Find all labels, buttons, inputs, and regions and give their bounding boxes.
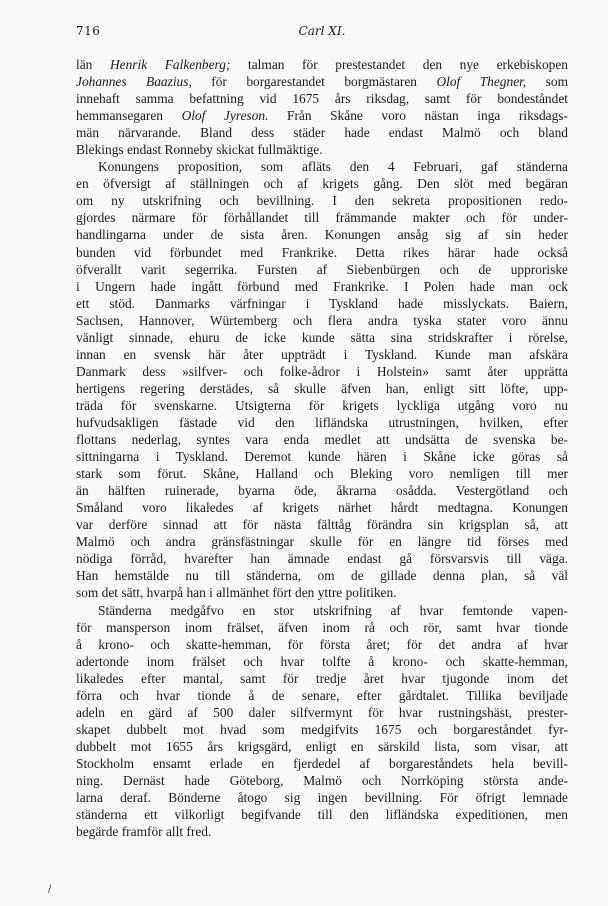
- text-run: Konungens proposition, som afläts den 4 Februari, gaf ständerna: [98, 159, 568, 175]
- text-line: [76, 448, 568, 465]
- text-run: adeln en gärd af 500 daler silfvermynt för hvar rustningshäst, prester-: [76, 704, 568, 720]
- text-line: [76, 363, 568, 380]
- text-run: Danmark dess »silfver- och folke-ådror i Holstein» samt åter upprätta: [76, 363, 568, 379]
- text-line: [76, 141, 568, 158]
- text-line: [76, 482, 568, 499]
- text-line: [76, 602, 568, 619]
- text-line: [76, 806, 568, 823]
- text-run: män närvarande. Bland dess städer hade endast Malmö och bland: [76, 125, 568, 141]
- text-line: [76, 533, 568, 550]
- text-run: förra och hvar tionde å de senare, efter gårdtalet. Tillika beviljade: [76, 687, 568, 703]
- text-run: larna deraf. Bönderne åtogo sig ingen bevillning. För öfrigt lemnade: [76, 790, 568, 806]
- text-line: [76, 465, 568, 482]
- paragraph: [76, 56, 568, 158]
- text-line: [76, 567, 568, 584]
- italic-name: Johannes Baazius,: [76, 74, 192, 90]
- italic-name: Olof Jyreson.: [181, 108, 269, 124]
- text-line: [76, 584, 568, 601]
- page-header: [76, 24, 568, 42]
- text-run: innan en svensk här åter uppträdt i Tyskland. Kunde man afskära: [76, 346, 568, 362]
- text-run: hemmansegaren: [76, 108, 182, 124]
- margin-mark: /: [48, 884, 52, 895]
- text-run: likaledes efter mantal, samt för tredje året hvar tjugonde inom det: [76, 670, 568, 686]
- text-run: ning. Dernäst hade Göteborg, Malmö och Norrköping största ande-: [76, 772, 568, 788]
- text-line: [76, 550, 568, 567]
- text-line: [76, 687, 568, 704]
- text-run: adertonde inom frälset och hvar tolfte å krono- och skatte-hemman,: [76, 653, 568, 669]
- text-run: Småland voro likaledes af krigets närhet hårdt medtagna. Konungen: [76, 500, 568, 516]
- text-run: ständerna ett vilkorligt begifvande till den lifländska expeditionen, men: [76, 807, 568, 823]
- text-line: [76, 107, 568, 124]
- italic-name: Henrik Falkenberg;: [109, 57, 231, 72]
- text-line: [76, 738, 568, 755]
- text-run: sittningarna i Tyskland. Deremot kunde hären i Skåne icke göras så: [76, 449, 568, 465]
- text-line: [76, 823, 568, 840]
- text-run: begärde framför allt fred.: [76, 824, 212, 840]
- text-run: för mansperson inom frälset, äfven inom rå och rör, samt hvar tionde: [76, 619, 568, 635]
- text-run: Från Skåne voro nästan inga riksdags-: [268, 108, 568, 124]
- text-run: talman för prestestandet den nye erkebiskopen: [230, 57, 568, 72]
- text-run: för borgarestandet borgmästaren: [191, 74, 437, 90]
- text-run: var derföre sinnad att för nästa fälttåg förändra sin krigsplan så, att: [76, 517, 568, 533]
- text-line: [76, 312, 568, 329]
- text-line: [76, 397, 568, 414]
- text-line: [76, 789, 568, 806]
- text-run: skapet dubbelt mot hvad som medgifvits 1675 och borgareståndet fyr-: [76, 721, 568, 737]
- text-line: [76, 158, 568, 175]
- text-run: träda för svenskarne. Utsigterna för krigets lyckliga utgång voro nu: [76, 397, 568, 413]
- text-run: i Ungern hade ingått förbund med Frankrike. I Polen hade man ock: [76, 278, 568, 294]
- text-line: [76, 90, 568, 107]
- text-line: [76, 755, 568, 772]
- text-run: Sachsen, Hannover, Würtemberg och flera andra tyska stater voro ännu: [76, 312, 568, 328]
- text-line: [76, 124, 568, 141]
- text-line: [76, 209, 568, 226]
- text-run: bunden vid förbundet med Frankrike. Detta rikes härar hade också: [76, 244, 568, 260]
- text-run: Stockholm ensamt erlade en fjerdedel af borgareståndets hela bevill-: [76, 755, 568, 771]
- text-line: [76, 772, 568, 789]
- text-line: [76, 175, 568, 192]
- text-run: som: [526, 74, 568, 90]
- text-run: ett stöd. Danmarks värfningar i Tyskland hade misslyckats. Baiern,: [76, 295, 568, 311]
- text-line: [76, 516, 568, 533]
- text-run: dubbelt mot 1655 års krigsgärd, enligt en särskild lista, som visar, att: [76, 738, 568, 754]
- text-line: [76, 244, 568, 261]
- text-run: Malmö och andra gränsfästningar skulle för en längre tid förses med: [76, 534, 568, 550]
- text-run: som det sätt, hvarpå han i allmänhet fört den yttre politiken.: [76, 585, 397, 601]
- text-run: Blekings endast Ronneby skickat fullmäktige.: [76, 142, 323, 158]
- text-run: handlingarna under de sista åren. Konungen ansåg sig af sin heder: [76, 227, 568, 243]
- body-text: [76, 56, 568, 840]
- text-line: [76, 721, 568, 738]
- text-run: gjordes närmare för förhållandet till främmande makter och för under-: [76, 210, 568, 226]
- text-line: [76, 56, 568, 73]
- text-line: [76, 619, 568, 636]
- text-run: innehaft samma befattning vid 1675 års riksdag, samt för bondeståndet: [76, 91, 568, 107]
- text-line: [76, 499, 568, 516]
- paragraph: [76, 602, 568, 841]
- text-line: [76, 226, 568, 243]
- text-line: [76, 73, 568, 90]
- text-line: [76, 192, 568, 209]
- text-run: om ny utskrifning och bevillning. I den sekreta propositionen redo-: [76, 193, 568, 209]
- text-run: hufvudsakligen fästade vid den lifländska utrustningen, hvilken, efter: [76, 414, 568, 430]
- running-title: Carl XI.: [298, 24, 346, 38]
- text-line: [76, 704, 568, 721]
- text-line: [76, 380, 568, 397]
- text-line: [76, 636, 568, 653]
- text-line: [76, 670, 568, 687]
- text-run: Ständerna medgåfvo en stor utskrifning af hvar femtonde vapen-: [98, 602, 568, 618]
- italic-name: Olof Thegner,: [436, 74, 527, 90]
- paragraph: [76, 158, 568, 601]
- text-run: Han hemstälde nu till ständerna, om de gillade denna plan, så väl: [76, 568, 568, 584]
- text-run: en öfversigt af ställningen och af krigets gång. Den slöt med begäran: [76, 176, 568, 192]
- text-line: [76, 653, 568, 670]
- text-line: [76, 295, 568, 312]
- text-line: [76, 261, 568, 278]
- text-run: än hälften ruinerade, byarna öde, åkrarna osådda. Vestergötland och: [76, 483, 568, 499]
- text-line: [76, 346, 568, 363]
- text-line: [76, 414, 568, 431]
- text-run: stark som förut. Skåne, Halland och Bleking voro nemligen till mer: [76, 466, 568, 482]
- text-line: [76, 278, 568, 295]
- page-number: 716: [76, 24, 101, 38]
- text-line: [76, 329, 568, 346]
- text-run: vänligt sinnade, ehuru de icke kunde sätta sina stridskrafter i rörelse,: [76, 329, 568, 345]
- text-run: å krono- och skatte-hemman, för första året; för det andra af hvar: [76, 636, 568, 652]
- text-run: flottans nederlag, syntes vara enda medlet att undsätta de svenska be-: [76, 432, 568, 448]
- text-line: [76, 431, 568, 448]
- text-run: län: [76, 57, 110, 72]
- text-run: hertigens regering derstädes, så skulle äfven han, enligt sitt löfte, upp-: [76, 380, 568, 396]
- text-run: öfverallt varit segerrika. Fursten af Siebenbürgen och de upproriske: [76, 261, 568, 277]
- text-run: nödiga förråd, hvarefter han ämnade endast gå försvarsvis till väga.: [76, 551, 568, 567]
